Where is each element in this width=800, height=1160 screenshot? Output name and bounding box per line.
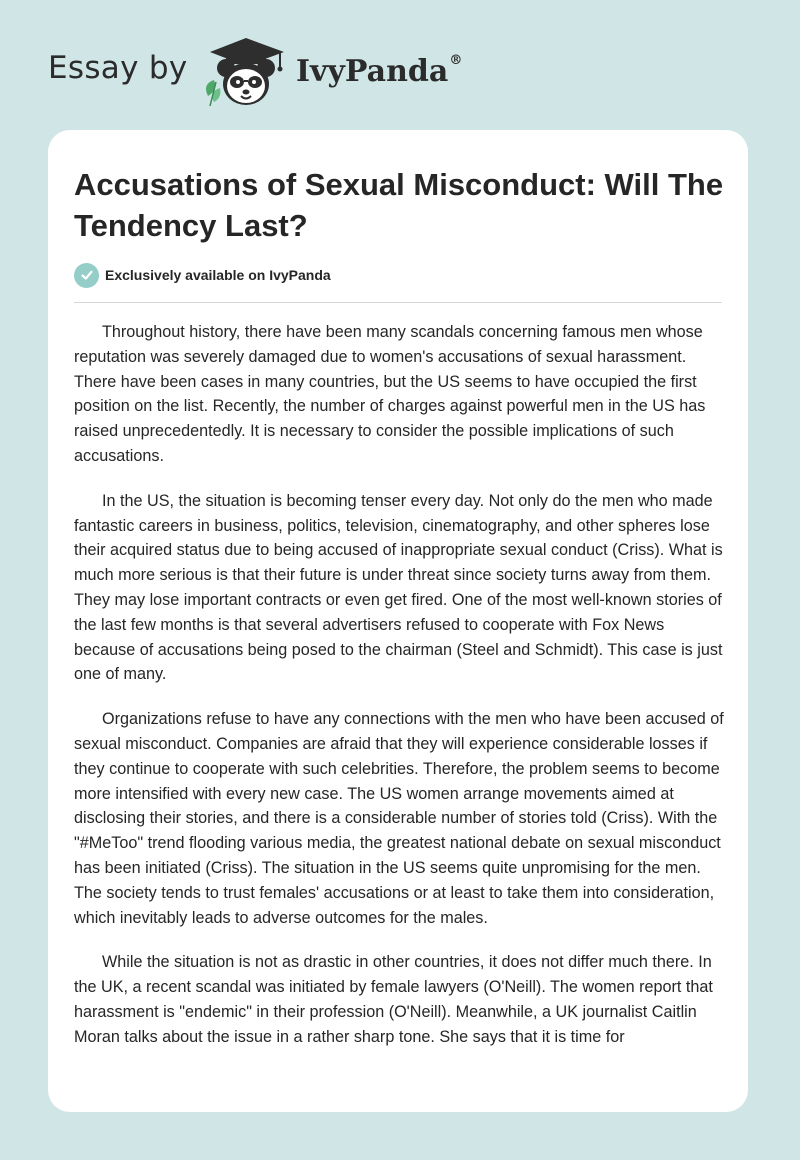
- essay-by-label: Essay by: [48, 50, 188, 86]
- exclusive-badge: [74, 262, 331, 288]
- panda-graduate-icon[interactable]: [200, 36, 292, 108]
- essay-card: [48, 130, 748, 1112]
- paragraph-3: Organizations refuse to have any connections with the men who have been accused of sexual misconduct. Companies are afraid that they will experience considerable losses if they continue to cooperate with such celebrities. Therefore, the problem seems to become more intensified with every new case. The US women arrange movements aimed at disclosing their stories, and there is a considerable number of stories told (Criss). With the "#MeToo" trend flooding various media, the greatest national debate on sexual misconduct has been initiated (Criss). The situation in the US seems quite unpromising for the men. The society tends to trust females' accusations or at least to take them into consideration, which inevitably leads to adverse outcomes for the males.: [74, 710, 724, 927]
- essay-title: Accusations of Sexual Misconduct: Will The Tendency Last?: [74, 167, 724, 243]
- paragraph-4: While the situation is not as drastic in other countries, it does not differ much there. In the UK, a recent scandal was initiated by female lawyers (O'Neill). The women report that harassment is "endemic" in their profession (O'Neill). Meanwhile, a UK journalist Caitlin Moran talks about the issue in a rather sharp tone. She says that it is time for: [74, 953, 713, 1046]
- paragraph-1: Throughout history, there have been many scandals concerning famous men whose reputation was severely damaged due to women's accusations of sexual harassment. There have been cases in many countries, but the US seems to have occupied the first position on the list. Recently, the number of charges against powerful men in the US has raised unprecedentedly. It is necessary to consider the possible implications of such accusations.: [74, 323, 706, 465]
- essay-body: [74, 320, 726, 1070]
- exclusive-badge-label: Exclusively available on IvyPanda: [105, 267, 331, 283]
- brand-name: IvyPanda: [296, 54, 449, 89]
- site-header: [0, 0, 800, 130]
- paragraph-2: In the US, the situation is becoming tenser every day. Not only do the men who made fantastic careers in business, politics, television, cinematography, and other spheres lose their acquired status due to being accused of inappropriate sexual conduct (Criss). What is much more serious is that their future is under threat since society turns away from them. They may lose important contracts or even get fired. One of the most well-known stories of the last few months is that several advertisers refused to cooperate with Fox News because of accusations being posed to the chairman (Steel and Schmidt). This case is just one of many.: [74, 491, 723, 684]
- divider: [74, 302, 722, 303]
- brand-logo-text[interactable]: [296, 54, 462, 89]
- registered-mark: ®: [449, 53, 463, 68]
- checkmark-icon: [74, 263, 99, 288]
